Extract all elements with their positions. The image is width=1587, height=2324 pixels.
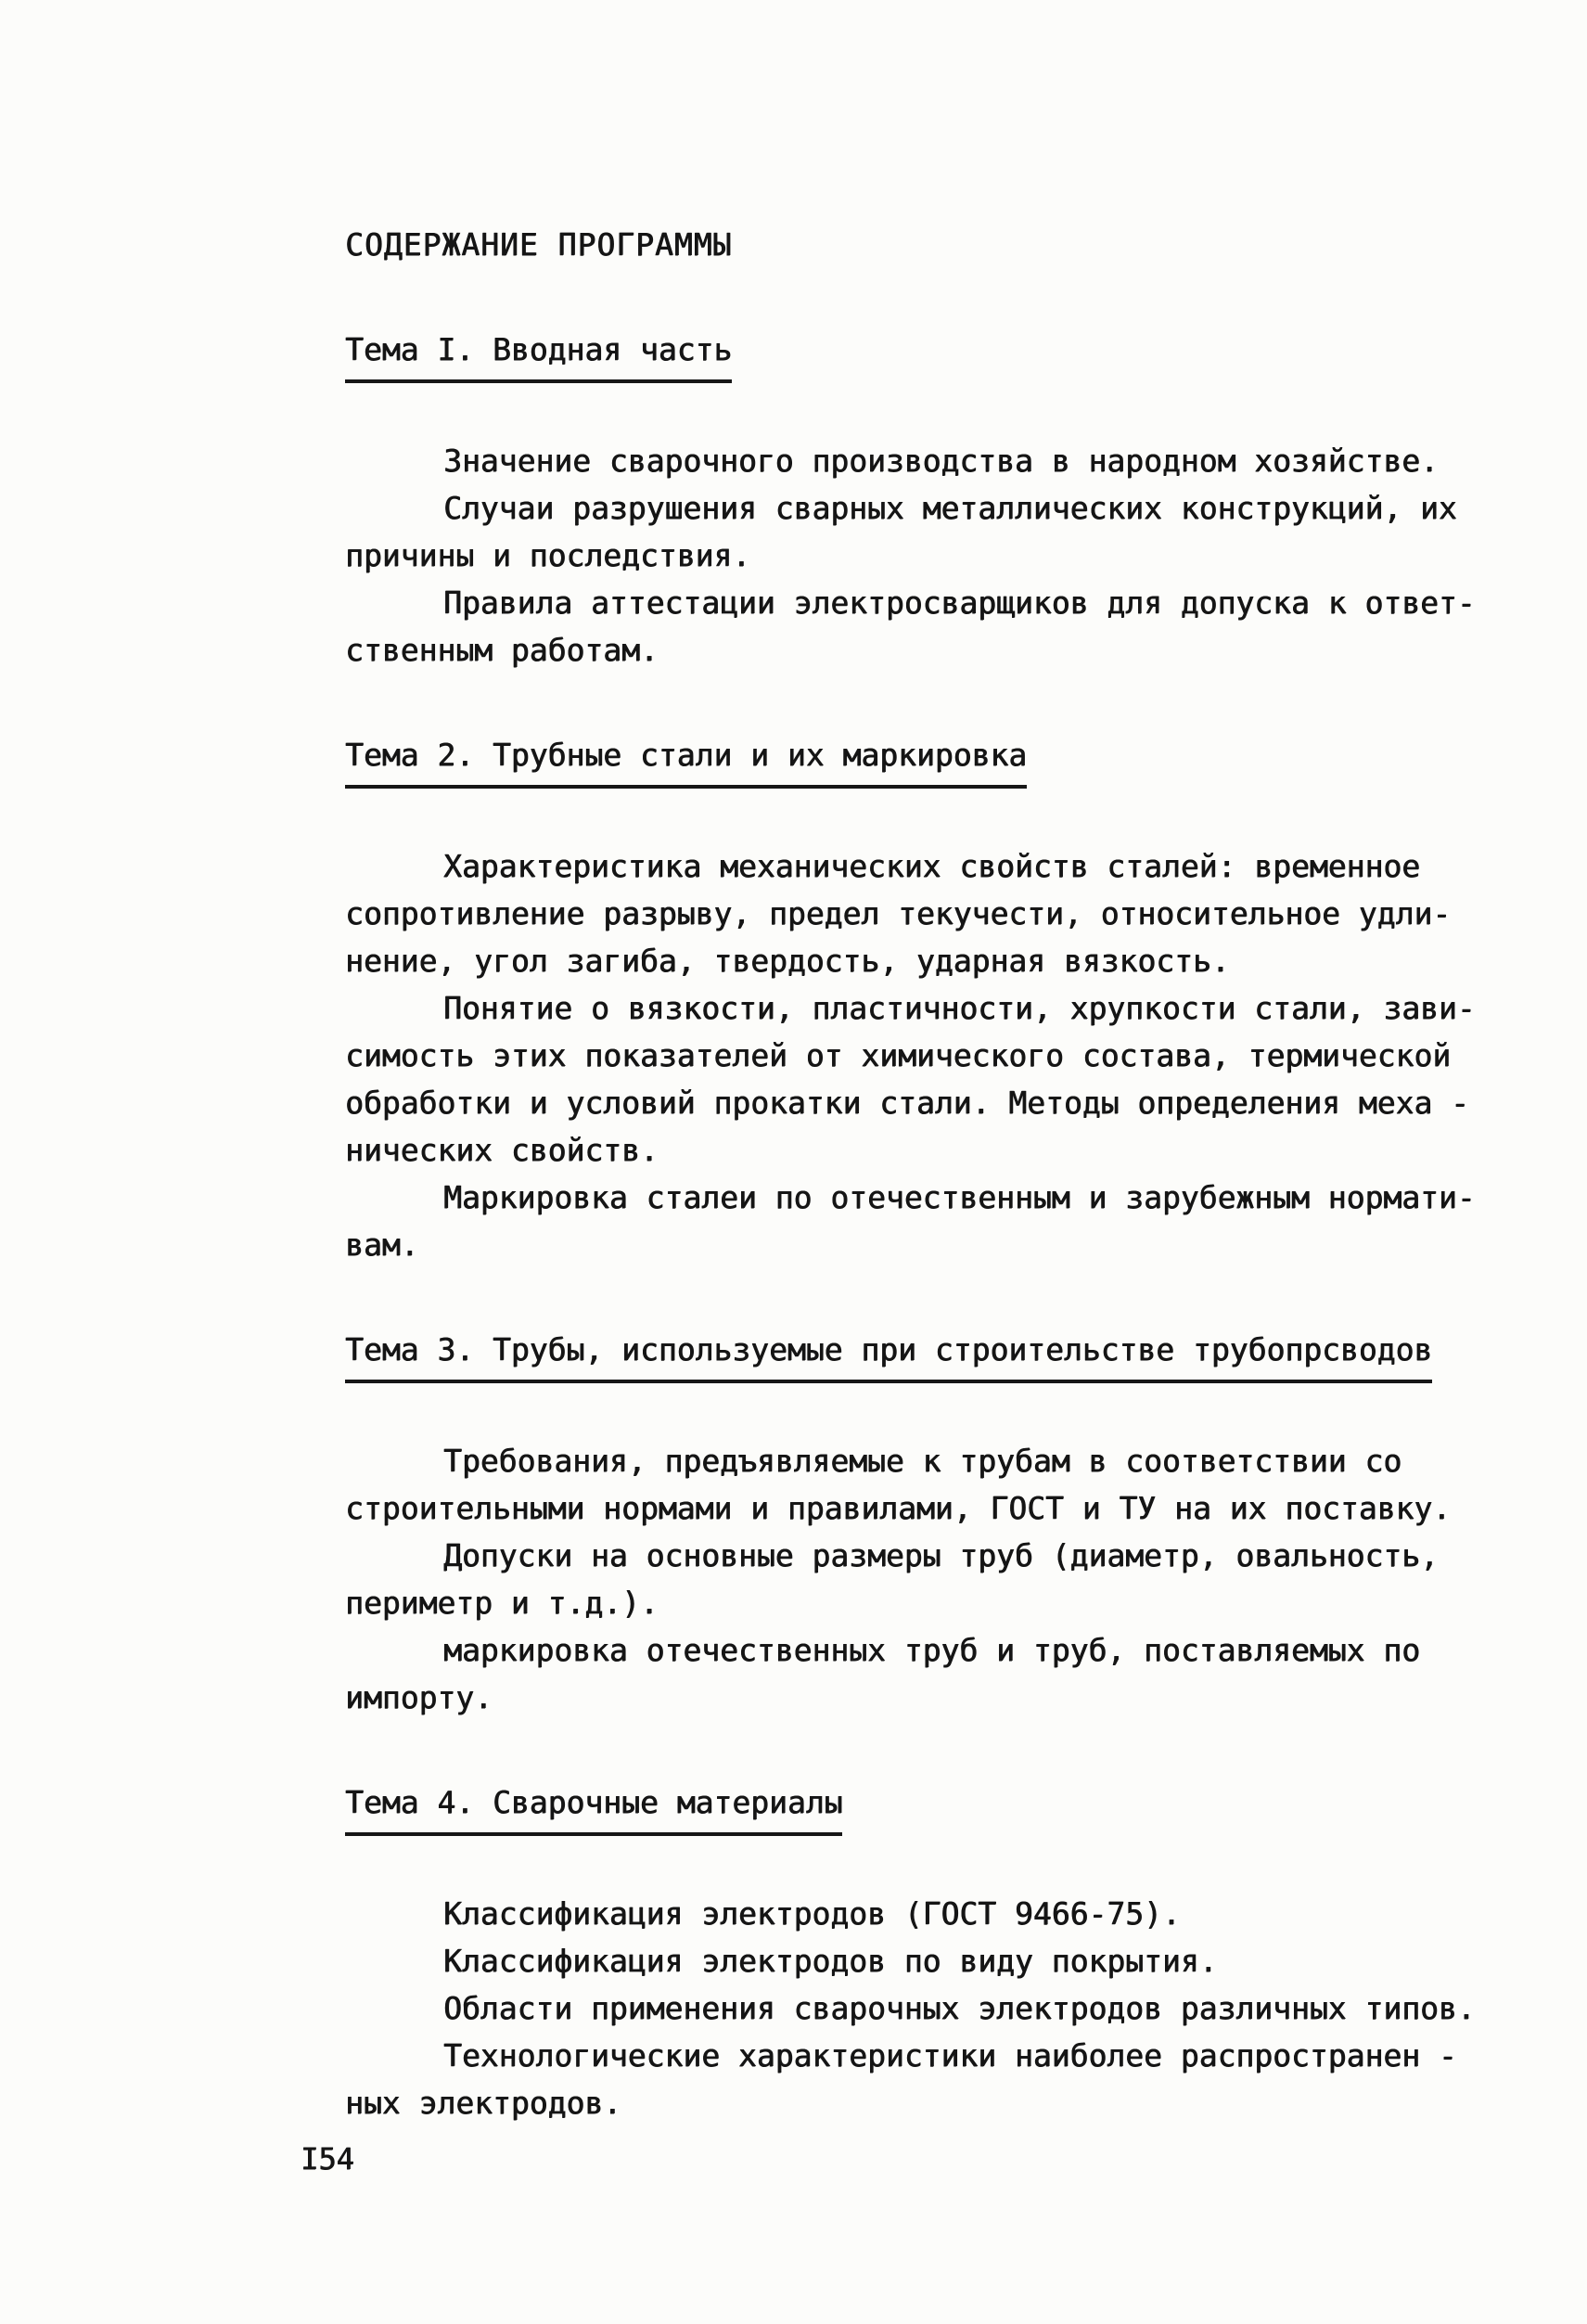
text-line: импорту. [345, 1679, 493, 1715]
text-line: периметр и т.д.). [345, 1585, 659, 1621]
text-line: Допуски на основные размеры труб (диаметр, овальность, [443, 1537, 1439, 1573]
text-line: Маркировка сталеи по отечественным и зарубежным нормати- [443, 1179, 1476, 1215]
text-line: Технологические характеристики наиболее распространен - [443, 2037, 1457, 2074]
section-topic-2 [345, 731, 1513, 1268]
section-topic-4 [345, 1778, 1513, 2126]
text-line: причины и последствия. [345, 537, 751, 573]
text-line: сопротивление разрыву, предел текучести, относительное удли- [345, 895, 1452, 931]
document-title: СОДЕРЖАНИЕ ПРОГРАММЫ [345, 226, 733, 263]
text-line: Характеристика механических свойств сталей: временное [443, 848, 1420, 884]
topic-3-heading-text: Тема 3. Трубы, используемые при строительстве трубопрсводов [345, 1326, 1432, 1383]
text-line: Области применения сварочных электродов различных типов. [443, 1990, 1476, 2026]
section-topic-1 [345, 326, 1513, 674]
topic-1-heading-text: Тема I. Вводная часть [345, 326, 732, 383]
text-line: вам. [345, 1226, 419, 1263]
text-line: Классификация электродов по виду покрытия. [443, 1943, 1218, 1979]
topic-4-heading [345, 1778, 1513, 1836]
text-line: обработки и условий прокатки стали. Методы определения меха - [345, 1085, 1469, 1121]
text-line: нение, угол загиба, твердость, ударная вязкость. [345, 943, 1230, 979]
text-line: строительными нормами и правилами, ГОСТ и ТУ на их поставку. [345, 1490, 1452, 1526]
text-line: Правила аттестации электросварщиков для допуска к ответ- [443, 584, 1476, 621]
text-line: ных электродов. [345, 2085, 622, 2121]
text-line: маркировка отечественных труб и труб, поставляемых по [443, 1632, 1420, 1668]
topic-4-heading-text: Тема 4. Сварочные материалы [345, 1778, 842, 1836]
section-topic-3 [345, 1326, 1513, 1721]
page-number: I54 [301, 2141, 354, 2176]
topic-2-heading [345, 731, 1513, 789]
text-line: Случаи разрушения сварных металлических конструкций, их [443, 490, 1457, 526]
topic-2-heading-text: Тема 2. Трубные стали и их маркировка [345, 731, 1027, 789]
text-line: Значение сварочного производства в народном хозяйстве. [443, 443, 1439, 479]
text-line: нических свойств. [345, 1132, 659, 1168]
text-line: Понятие о вязкости, пластичности, хрупкости стали, зави- [443, 990, 1476, 1026]
topic-3-heading [345, 1326, 1513, 1383]
text-line: Классификация электродов (ГОСТ 9466-75). [443, 1895, 1181, 1932]
text-line: Требования, предъявляемые к трубам в соответствии со [443, 1443, 1402, 1479]
topic-1-heading [345, 326, 1513, 383]
text-line: ственным работам. [345, 632, 659, 668]
text-line: симость этих показателей от химического состава, термической [345, 1037, 1452, 1073]
